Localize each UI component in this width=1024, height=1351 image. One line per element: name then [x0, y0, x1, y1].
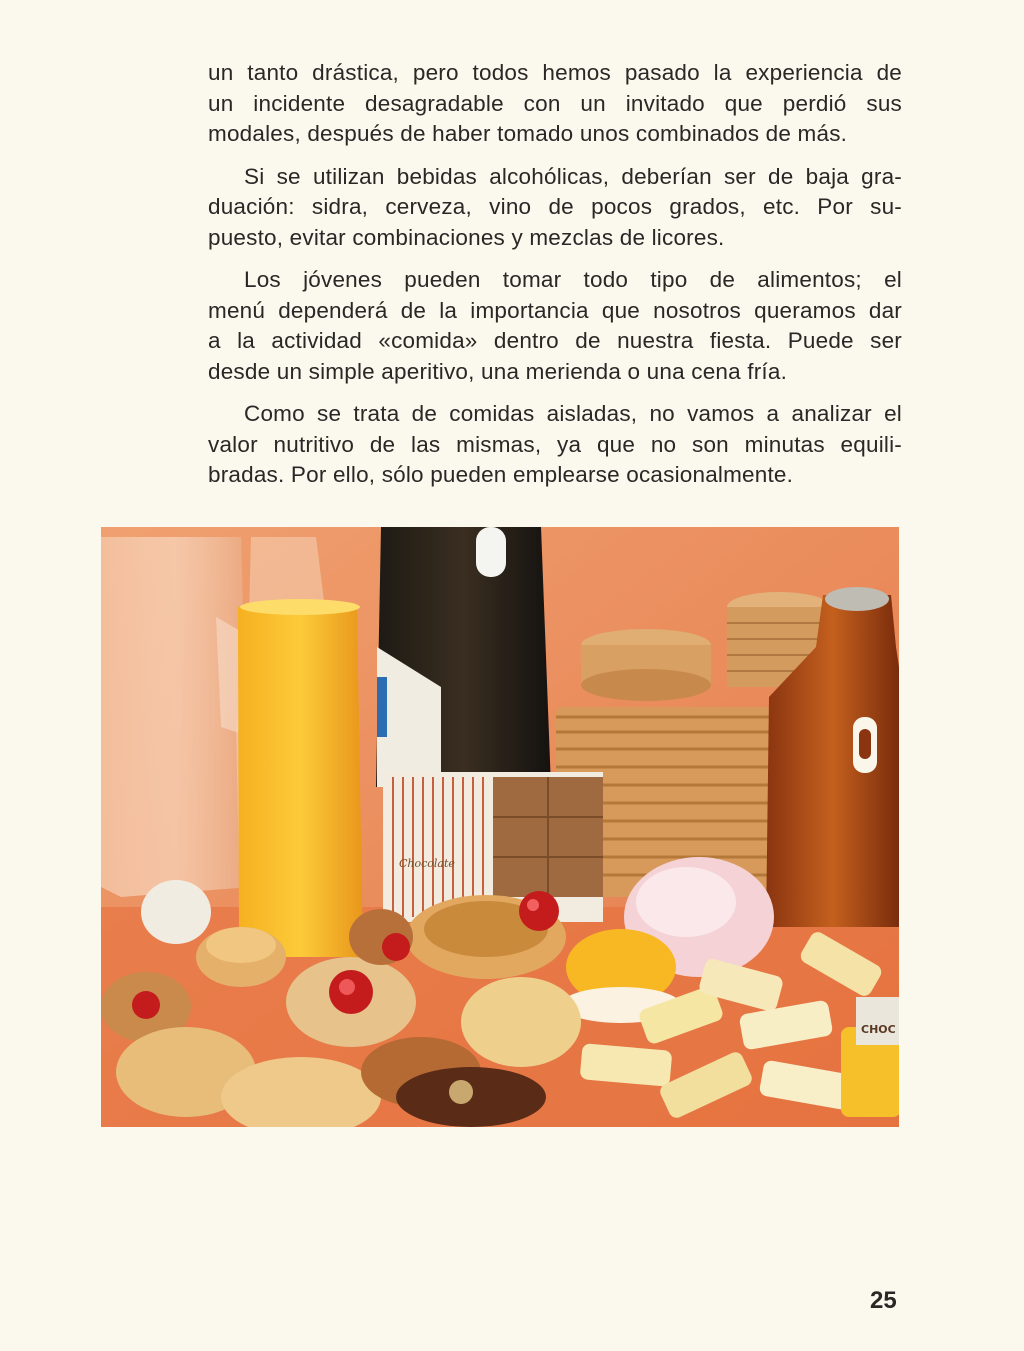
text-line: Si se utilizan bebidas alcohólicas, deberían ser de baja gra-	[244, 163, 902, 189]
paragraph-4	[208, 399, 902, 491]
text-line: desde un simple aperitivo, una merienda o una cena fría.	[208, 358, 788, 384]
text-line: puesto, evitar combinaciones y mezclas de licores.	[208, 224, 725, 250]
paragraph-1	[208, 58, 902, 150]
text-line: a la actividad «comida» dentro de nuestra fiesta. Puede ser	[208, 328, 902, 353]
text-line: un incidente desagradable con un invitado que perdió sus	[208, 90, 902, 116]
text-line: valor nutritivo de las mismas, ya que no son minutas equili-	[208, 431, 902, 457]
chocolate-label: Chocolate	[399, 857, 455, 870]
wine-bottle	[376, 527, 551, 787]
text-line: Como se trata de comidas aisladas, no vamos a analizar el	[244, 401, 902, 426]
paragraph-3	[208, 265, 902, 387]
text-line: modales, después de haber tomado unos combinados de más.	[208, 121, 848, 146]
food-photo-illustration	[101, 527, 899, 1127]
page-number: 25	[870, 1287, 897, 1314]
text-line: menú dependerá de la importancia que nosotros queramos dar	[208, 297, 902, 323]
text-line: duación: sidra, cerveza, vino de pocos grados, etc. Por su-	[208, 194, 902, 219]
text-line: un tanto drástica, pero todos hemos pasado la experiencia de	[208, 60, 902, 85]
text-line: Los jóvenes pueden tomar todo tipo de alimentos; el	[244, 267, 902, 292]
food-photograph	[101, 527, 899, 1127]
body-text	[208, 58, 902, 503]
paragraph-2	[208, 162, 902, 254]
text-line: bradas. Por ello, sólo pueden emplearse ocasionalmente.	[208, 462, 794, 487]
candy-label: CHOC	[861, 1023, 896, 1036]
